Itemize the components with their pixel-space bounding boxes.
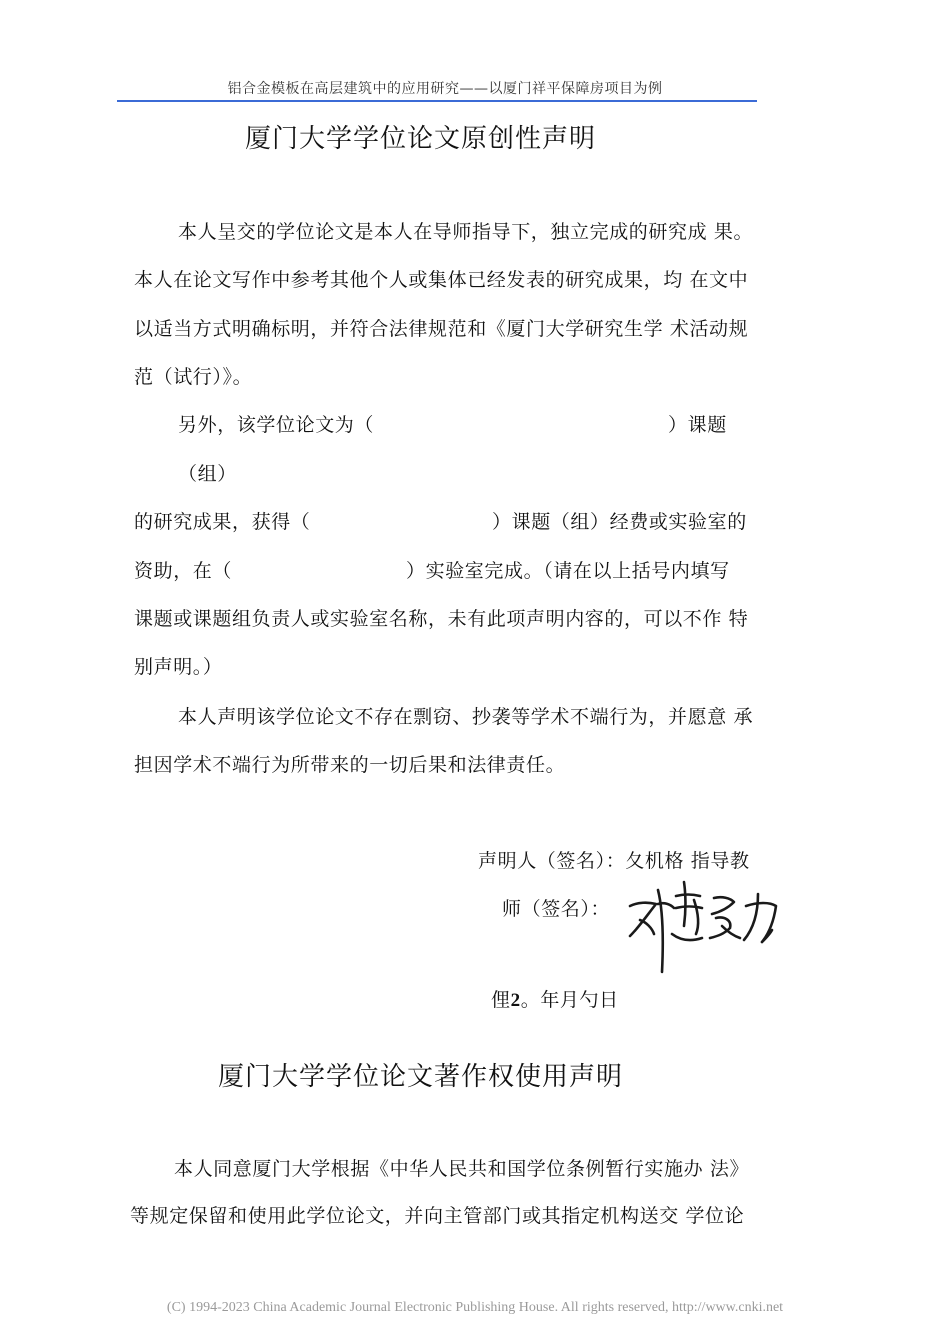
originality-line: 别声明。） (134, 656, 223, 678)
signature-date (491, 985, 619, 1012)
running-header: 铝合金模板在高层建筑中的应用研究——以厦门祥平保障房项目为例 (227, 81, 663, 97)
copyright-line: 等规定保留和使用此学位论文，并向主管部门或其指定机构送交 学位论 (130, 1205, 745, 1227)
copyright-line: 本人同意厦门大学根据《中华人民共和国学位条例暂行实施办 法》 (174, 1158, 750, 1180)
supervisor-signature-label: 师（签名）： (502, 898, 611, 920)
originality-line: ）课题（组）经费或实验室的 (492, 511, 747, 533)
header-rule (117, 100, 757, 102)
originality-line: 以适当方式明确标明，并符合法律规范和《厦门大学研究生学 术活动规 (134, 318, 749, 340)
cnki-footer: (C) 1994-2023 China Academic Journal Electronic Publishing House. All rights reserved, http://www.cnki.net (166, 1300, 784, 1315)
originality-title: 厦门大学学位论文原创性声明 (245, 124, 597, 154)
date-number: 2 (510, 990, 521, 1011)
originality-line: 范（试行）》。 (134, 366, 253, 388)
originality-line: 本人在论文写作中参考其他个人或集体已经发表的研究成果，均 在文中 (134, 269, 749, 291)
originality-line: 本人呈交的学位论文是本人在导师指导下，独立完成的研究成 果。 (178, 221, 754, 243)
originality-line: 本人声明该学位论文不存在剽窃、抄袭等学术不端行为，并愿意 承 (178, 706, 754, 728)
declarant-signature-line: 声明人（签名）：夂机格 指导教 (478, 850, 750, 872)
originality-line: （组） (178, 463, 237, 485)
originality-line: 的研究成果，获得（ (134, 511, 311, 533)
date-suffix: 。年月勺日 (520, 989, 619, 1011)
originality-line: 担因学术不端行为所带来的一切后果和法律责任。 (134, 754, 566, 776)
originality-line: ）实验室完成。（请在以上括号内填写 (406, 560, 730, 582)
originality-line: 资助，在（ (134, 560, 233, 582)
date-prefix: 俚 (491, 989, 511, 1011)
originality-line: 课题或课题组负责人或实验室名称，未有此项声明内容的，可以不作 特 (134, 608, 749, 630)
copyright-title: 厦门大学学位论文著作权使用声明 (218, 1062, 624, 1092)
originality-line: ）课题 (668, 414, 727, 436)
handwritten-signature (618, 876, 788, 978)
originality-line: 另外，该学位论文为（ (178, 414, 375, 436)
